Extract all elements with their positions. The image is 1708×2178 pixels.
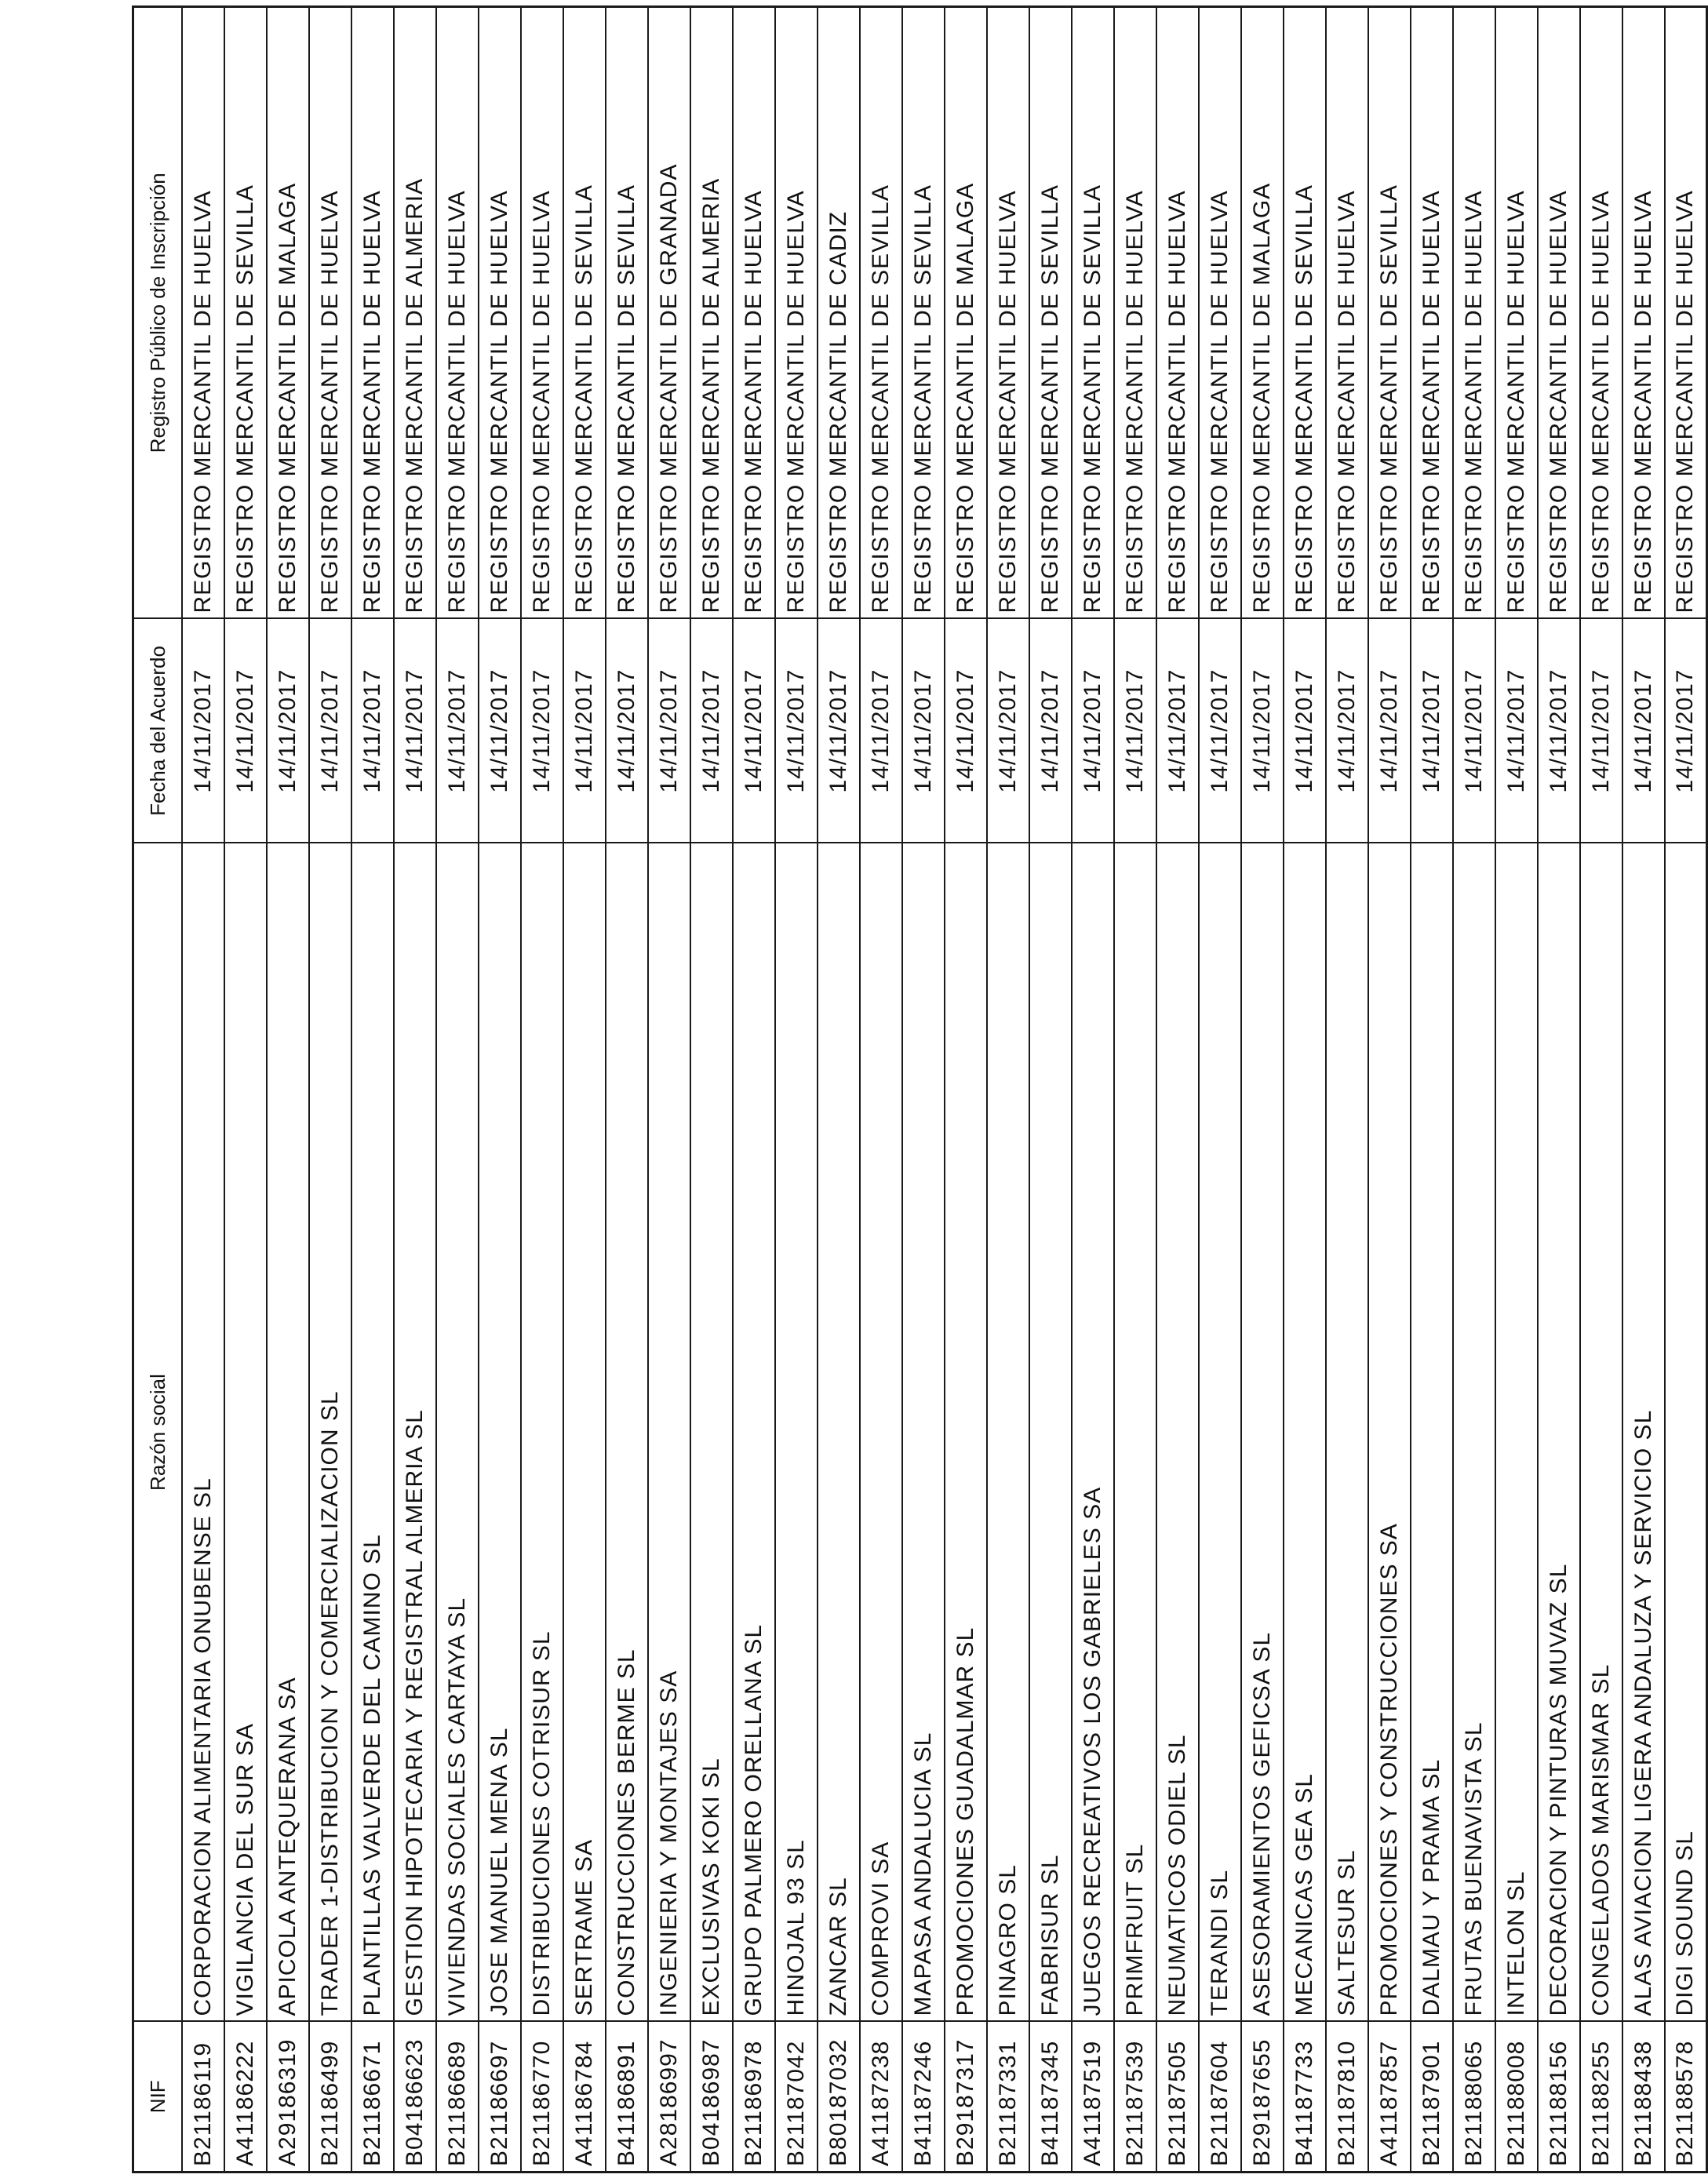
table-row [775,7,818,2173]
table-row [1114,7,1156,2173]
cell-fecha-acuerdo: 14/11/2017 [1411,619,1453,843]
cell-registro-publico: REGISTRO MERCANTIL DE MALAGA [267,7,309,619]
table-row [351,7,394,2173]
cell-nif: B21187042 [775,2022,818,2173]
cell-registro-publico: REGISTRO MERCANTIL DE SEVILLA [902,7,945,619]
cell-fecha-acuerdo: 14/11/2017 [479,619,521,843]
table-row [1453,7,1495,2173]
cell-fecha-acuerdo: 14/11/2017 [1029,619,1072,843]
table-row [902,7,945,2173]
cell-razon-social: PLANTILLAS VALVERDE DEL CAMINO SL [351,843,394,2022]
cell-nif: B21187604 [1199,2022,1241,2173]
cell-nif: A41187857 [1368,2022,1411,2173]
cell-razon-social: DIGI SOUND SL [1665,843,1707,2022]
cell-razon-social: CONSTRUCCIONES BERME SL [606,843,648,2022]
cell-razon-social: PROMOCIONES Y CONSTRUCCIONES SA [1368,843,1411,2022]
cell-registro-publico: REGISTRO MERCANTIL DE MALAGA [945,7,987,619]
cell-nif: A41186784 [563,2022,606,2173]
cell-fecha-acuerdo: 14/11/2017 [690,619,733,843]
cell-nif: B21186978 [733,2022,775,2173]
cell-nif: A41186222 [224,2022,267,2173]
cell-fecha-acuerdo: 14/11/2017 [267,619,309,843]
cell-fecha-acuerdo: 14/11/2017 [733,619,775,843]
cell-nif: B41187733 [1284,2022,1326,2173]
cell-fecha-acuerdo: 14/11/2017 [1241,619,1284,843]
cell-fecha-acuerdo: 14/11/2017 [182,619,224,843]
cell-fecha-acuerdo: 14/11/2017 [1665,619,1707,843]
cell-fecha-acuerdo: 14/11/2017 [818,619,860,843]
table-row [1411,7,1453,2173]
cell-fecha-acuerdo: 14/11/2017 [987,619,1029,843]
cell-fecha-acuerdo: 14/11/2017 [1453,619,1495,843]
cell-razon-social: NEUMATICOS ODIEL SL [1156,843,1199,2022]
table-row [563,7,606,2173]
cell-registro-publico: REGISTRO MERCANTIL DE ALMERIA [394,7,436,619]
cell-nif: B21188578 [1665,2022,1707,2173]
cell-nif: B21186770 [521,2022,563,2173]
cell-fecha-acuerdo: 14/11/2017 [436,619,479,843]
cell-nif: B21187901 [1411,2022,1453,2173]
cell-nif: B21187810 [1326,2022,1368,2173]
cell-registro-publico: REGISTRO MERCANTIL DE SEVILLA [1284,7,1326,619]
header-row [133,7,182,2173]
cell-registro-publico: REGISTRO MERCANTIL DE HUELVA [479,7,521,619]
table-row [1665,7,1707,2173]
cell-razon-social: PRIMFRUIT SL [1114,843,1156,2022]
cell-registro-publico: REGISTRO MERCANTIL DE HUELVA [1453,7,1495,619]
cell-registro-publico: REGISTRO MERCANTIL DE GRANADA [648,7,690,619]
cell-nif: B41187246 [902,2022,945,2173]
cell-razon-social: GESTION HIPOTECARIA Y REGISTRAL ALMERIA SL [394,843,436,2022]
header-nif: NIF [133,2022,182,2173]
table-row [606,7,648,2173]
cell-registro-publico: REGISTRO MERCANTIL DE HUELVA [182,7,224,619]
table-row [1241,7,1284,2173]
table-row [1495,7,1538,2173]
table-row [394,7,436,2173]
table-row [1326,7,1368,2173]
cell-fecha-acuerdo: 14/11/2017 [902,619,945,843]
cell-fecha-acuerdo: 14/11/2017 [1284,619,1326,843]
cell-nif: A29186319 [267,2022,309,2173]
table-row [1368,7,1411,2173]
cell-registro-publico: REGISTRO MERCANTIL DE SEVILLA [1072,7,1114,619]
cell-razon-social: JUEGOS RECREATIVOS LOS GABRIELES SA [1072,843,1114,2022]
cell-nif: A28186997 [648,2022,690,2173]
cell-razon-social: EXCLUSIVAS KOKI SL [690,843,733,2022]
cell-nif: B29187655 [1241,2022,1284,2173]
cell-registro-publico: REGISTRO MERCANTIL DE SEVILLA [563,7,606,619]
cell-registro-publico: REGISTRO MERCANTIL DE HUELVA [351,7,394,619]
table-row [224,7,267,2173]
cell-fecha-acuerdo: 14/11/2017 [1622,619,1665,843]
cell-registro-publico: REGISTRO MERCANTIL DE SEVILLA [606,7,648,619]
cell-nif: B04186987 [690,2022,733,2173]
cell-razon-social: PINAGRO SL [987,843,1029,2022]
table-row [1284,7,1326,2173]
cell-registro-publico: REGISTRO MERCANTIL DE HUELVA [1156,7,1199,619]
table-body [182,7,1707,2173]
cell-fecha-acuerdo: 14/11/2017 [1326,619,1368,843]
cell-nif: B29187317 [945,2022,987,2173]
cell-nif: B21187539 [1114,2022,1156,2173]
cell-nif: B21188008 [1495,2022,1538,2173]
cell-fecha-acuerdo: 14/11/2017 [351,619,394,843]
cell-fecha-acuerdo: 14/11/2017 [945,619,987,843]
registry-table [132,5,1708,2173]
cell-registro-publico: REGISTRO MERCANTIL DE HUELVA [1114,7,1156,619]
table-row [309,7,351,2173]
cell-registro-publico: REGISTRO MERCANTIL DE HUELVA [1495,7,1538,619]
cell-fecha-acuerdo: 14/11/2017 [1580,619,1622,843]
cell-registro-publico: REGISTRO MERCANTIL DE SEVILLA [1368,7,1411,619]
cell-razon-social: VIGILANCIA DEL SUR SA [224,843,267,2022]
cell-razon-social: ZANCAR SL [818,843,860,2022]
table-row [1199,7,1241,2173]
cell-fecha-acuerdo: 14/11/2017 [1495,619,1538,843]
cell-registro-publico: REGISTRO MERCANTIL DE SEVILLA [224,7,267,619]
table-row [479,7,521,2173]
cell-fecha-acuerdo: 14/11/2017 [563,619,606,843]
cell-nif: B80187032 [818,2022,860,2173]
table-row [818,7,860,2173]
cell-razon-social: COMPROVI SA [860,843,902,2022]
table-row [945,7,987,2173]
cell-razon-social: MAPASA ANDALUCIA SL [902,843,945,2022]
table-row [648,7,690,2173]
cell-nif: A41187519 [1072,2022,1114,2173]
cell-razon-social: PROMOCIONES GUADALMAR SL [945,843,987,2022]
cell-registro-publico: REGISTRO MERCANTIL DE HUELVA [309,7,351,619]
cell-razon-social: DECORACION Y PINTURAS MUVAZ SL [1538,843,1580,2022]
cell-nif: B21187331 [987,2022,1029,2173]
header-fecha-acuerdo: Fecha del Acuerdo [133,619,182,843]
cell-registro-publico: REGISTRO MERCANTIL DE HUELVA [436,7,479,619]
cell-razon-social: FRUTAS BUENAVISTA SL [1453,843,1495,2022]
cell-razon-social: JOSE MANUEL MENA SL [479,843,521,2022]
table-row [1029,7,1072,2173]
cell-razon-social: TERANDI SL [1199,843,1241,2022]
cell-fecha-acuerdo: 14/11/2017 [1072,619,1114,843]
cell-razon-social: SERTRAME SA [563,843,606,2022]
cell-registro-publico: REGISTRO MERCANTIL DE SEVILLA [1029,7,1072,619]
cell-fecha-acuerdo: 14/11/2017 [1368,619,1411,843]
cell-registro-publico: REGISTRO MERCANTIL DE HUELVA [733,7,775,619]
cell-fecha-acuerdo: 14/11/2017 [394,619,436,843]
cell-registro-publico: REGISTRO MERCANTIL DE HUELVA [1622,7,1665,619]
cell-razon-social: CONGELADOS MARISMAR SL [1580,843,1622,2022]
cell-razon-social: FABRISUR SL [1029,843,1072,2022]
header-razon-social: Razón social [133,843,182,2022]
cell-registro-publico: REGISTRO MERCANTIL DE HUELVA [1538,7,1580,619]
cell-registro-publico: REGISTRO MERCANTIL DE HUELVA [1199,7,1241,619]
cell-nif: B21186697 [479,2022,521,2173]
cell-razon-social: ALAS AVIACION LIGERA ANDALUZA Y SERVICIO SL [1622,843,1665,2022]
cell-nif: B21187505 [1156,2022,1199,2173]
cell-registro-publico: REGISTRO MERCANTIL DE HUELVA [1326,7,1368,619]
cell-nif: B21188255 [1580,2022,1622,2173]
table-row [987,7,1029,2173]
cell-fecha-acuerdo: 14/11/2017 [775,619,818,843]
cell-registro-publico: REGISTRO MERCANTIL DE HUELVA [1580,7,1622,619]
cell-razon-social: DALMAU Y PRAMA SL [1411,843,1453,2022]
cell-nif: B21188438 [1622,2022,1665,2173]
cell-nif: B21188065 [1453,2022,1495,2173]
table-row [1072,7,1114,2173]
cell-fecha-acuerdo: 14/11/2017 [521,619,563,843]
cell-razon-social: DISTRIBUCIONES COTRISUR SL [521,843,563,2022]
cell-razon-social: GRUPO PALMERO ORELLANA SL [733,843,775,2022]
cell-fecha-acuerdo: 14/11/2017 [606,619,648,843]
cell-registro-publico: REGISTRO MERCANTIL DE HUELVA [521,7,563,619]
cell-razon-social: ASESORAMIENTOS GEFICSA SL [1241,843,1284,2022]
cell-nif: B21186499 [309,2022,351,2173]
table-header [133,7,182,2173]
table-row [436,7,479,2173]
cell-registro-publico: REGISTRO MERCANTIL DE HUELVA [1665,7,1707,619]
cell-razon-social: APICOLA ANTEQUERANA SA [267,843,309,2022]
cell-registro-publico: REGISTRO MERCANTIL DE MALAGA [1241,7,1284,619]
cell-nif: B41187345 [1029,2022,1072,2173]
cell-registro-publico: REGISTRO MERCANTIL DE HUELVA [775,7,818,619]
cell-nif: B21186689 [436,2022,479,2173]
cell-fecha-acuerdo: 14/11/2017 [224,619,267,843]
table-row [182,7,224,2173]
cell-fecha-acuerdo: 14/11/2017 [1538,619,1580,843]
cell-nif: B21188156 [1538,2022,1580,2173]
table-row [1156,7,1199,2173]
cell-fecha-acuerdo: 14/11/2017 [1199,619,1241,843]
table-row [733,7,775,2173]
cell-razon-social: CORPORACION ALIMENTARIA ONUBENSE SL [182,843,224,2022]
table-row [1538,7,1580,2173]
table-row [521,7,563,2173]
cell-registro-publico: REGISTRO MERCANTIL DE CADIZ [818,7,860,619]
cell-fecha-acuerdo: 14/11/2017 [309,619,351,843]
cell-razon-social: INGENIERIA Y MONTAJES SA [648,843,690,2022]
cell-nif: B21186119 [182,2022,224,2173]
cell-razon-social: HINOJAL 93 SL [775,843,818,2022]
cell-razon-social: MECANICAS GEA SL [1284,843,1326,2022]
table-row [690,7,733,2173]
cell-razon-social: VIVIENDAS SOCIALES CARTAYA SL [436,843,479,2022]
table-row [1580,7,1622,2173]
cell-fecha-acuerdo: 14/11/2017 [648,619,690,843]
cell-nif: B04186623 [394,2022,436,2173]
cell-registro-publico: REGISTRO MERCANTIL DE ALMERIA [690,7,733,619]
cell-razon-social: INTELON SL [1495,843,1538,2022]
cell-registro-publico: REGISTRO MERCANTIL DE SEVILLA [860,7,902,619]
header-registro-publico: Registro Público de Inscripción [133,7,182,619]
cell-nif: B21186671 [351,2022,394,2173]
cell-registro-publico: REGISTRO MERCANTIL DE HUELVA [987,7,1029,619]
cell-nif: A41187238 [860,2022,902,2173]
table-row [1622,7,1665,2173]
table-row [267,7,309,2173]
cell-fecha-acuerdo: 14/11/2017 [1156,619,1199,843]
cell-fecha-acuerdo: 14/11/2017 [860,619,902,843]
rotated-page [132,8,1699,2173]
cell-nif: B41186891 [606,2022,648,2173]
cell-registro-publico: REGISTRO MERCANTIL DE HUELVA [1411,7,1453,619]
cell-razon-social: TRADER 1-DISTRIBUCION Y COMERCIALIZACION SL [309,843,351,2022]
cell-fecha-acuerdo: 14/11/2017 [1114,619,1156,843]
table-row [860,7,902,2173]
cell-razon-social: SALTESUR SL [1326,843,1368,2022]
